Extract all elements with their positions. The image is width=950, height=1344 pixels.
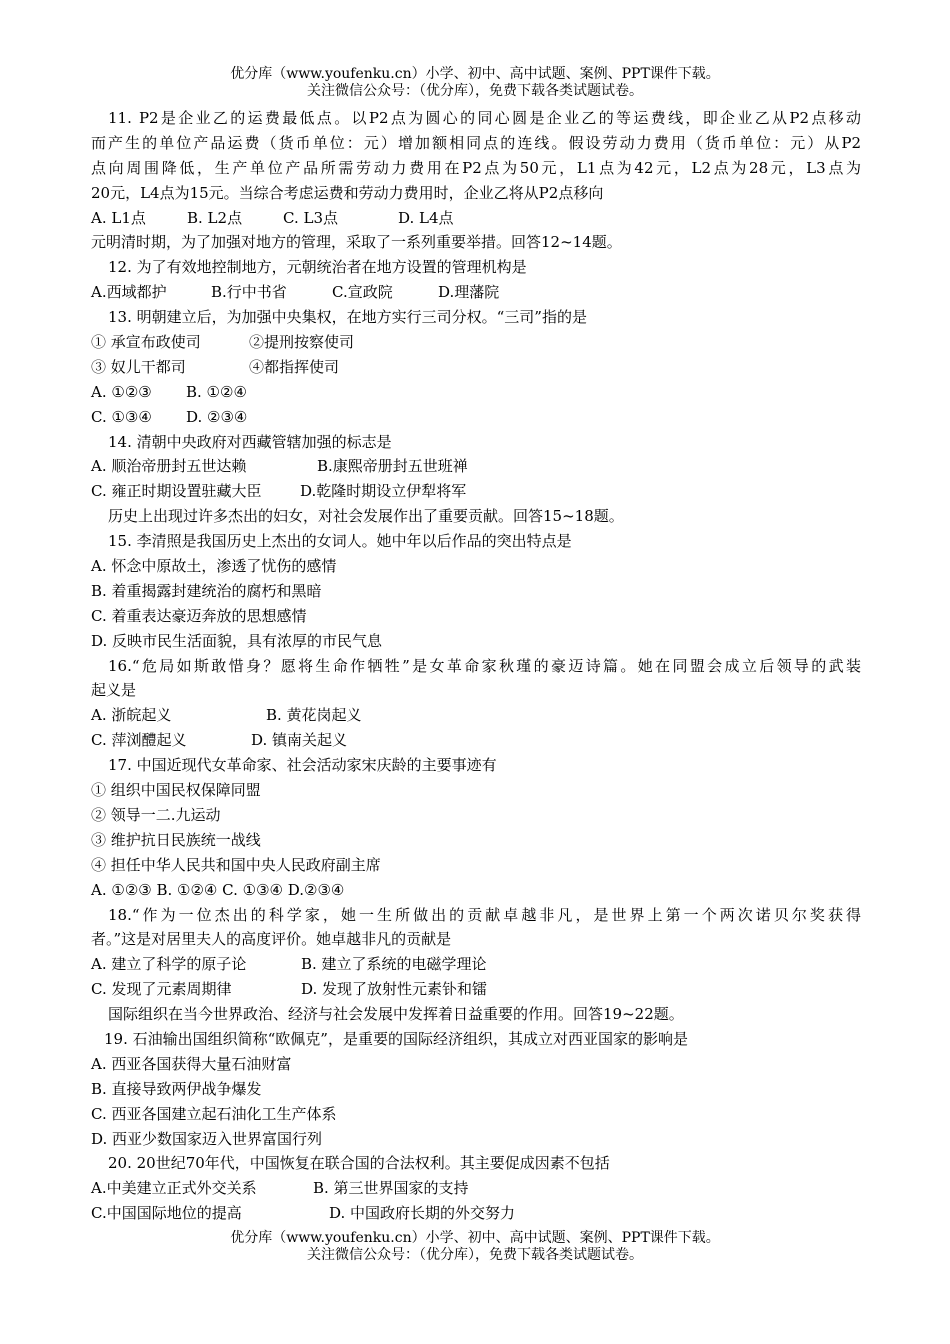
- q16-option-a: A. 浙皖起义: [91, 706, 172, 725]
- q18-line-1: 18.“作为一位杰出的科学家，她一生所做出的贡献卓越非凡，是世界上第一个两次诺贝尔奖获得: [108, 905, 861, 924]
- q13-stem: 13. 明朝建立后，为加强中央集权，在地方实行三司分权。“三司”指的是: [108, 308, 587, 327]
- intro-12-14: 元明清时期，为了加强对地方的管理，采取了一系列重要举措。回答12~14题。: [91, 233, 622, 252]
- q13-item-1: ① 承宣布政使司: [91, 333, 201, 352]
- q14-option-c: C. 雍正时期设置驻藏大臣: [91, 482, 262, 501]
- q12-options: [91, 280, 861, 305]
- q11-option-c: C. L3点: [283, 208, 338, 227]
- q11-option-a: A. L1点: [91, 208, 146, 227]
- q17-item-1: ① 组织中国民权保障同盟: [91, 781, 261, 800]
- q18-options-row-1: [91, 952, 861, 977]
- q13-items-row-2: [91, 355, 861, 380]
- q16-options-row-1: [91, 703, 861, 728]
- q20-stem: 20. 20世纪70年代，中国恢复在联合国的合法权利。其主要促成因素不包括: [108, 1154, 610, 1173]
- intro-19-22: 国际组织在当今世界政治、经济与社会发展中发挥着日益重要的作用。回答19~22题。: [108, 1005, 684, 1024]
- q15-stem: 15. 李清照是我国历史上杰出的女词人。她中年以后作品的突出特点是: [108, 532, 572, 551]
- q12-option-d: D.理藩院: [438, 283, 500, 302]
- q18-line-2: 者。”这是对居里夫人的高度评价。她卓越非凡的贡献是: [91, 930, 452, 949]
- q13-options-row-1: [91, 380, 861, 405]
- q13-options-row-2: [91, 405, 861, 430]
- q19-option-d: D. 西亚少数国家迈入世界富国行列: [91, 1129, 323, 1148]
- q12-option-a: A.西域都护: [91, 283, 167, 302]
- q16-line-1: 16.“危局如斯敢惜身？愿将生命作牺牲”是女革命家秋瑾的豪迈诗篇。她在同盟会成立后领导的武装: [108, 656, 861, 675]
- q14-option-b: B.康熙帝册封五世班禅: [317, 457, 468, 476]
- q11-options: [91, 206, 861, 231]
- q13-option-b: B. ①②④: [186, 382, 247, 401]
- q14-options-row-1: [91, 454, 861, 479]
- q19-stem: 19. 石油输出国组织简称“欧佩克”，是重要的国际经济组织，其成立对西亚国家的影响是: [104, 1029, 688, 1048]
- q13-item-4: ④都指挥使司: [249, 357, 340, 376]
- q18-options-row-2: [91, 977, 861, 1002]
- q18-option-b: B. 建立了系统的电磁学理论: [301, 955, 487, 974]
- q20-options-row-2: [91, 1201, 861, 1226]
- q11-line-2: 而产生的单位产品运费（货币单位：元）增加额相同点的连线。假设劳动力费用（货币单位：元）从P2: [91, 133, 861, 152]
- q15-option-a: A. 怀念中原故土，渗透了忧伤的感情: [91, 557, 337, 576]
- q17-item-4: ④ 担任中华人民共和国中央人民政府副主席: [91, 855, 381, 874]
- q13-option-d: D. ②③④: [186, 407, 248, 426]
- header-line-1: 优分库（www.youfenku.cn）小学、初中、高中试题、案例、PPT课件下载。: [230, 66, 720, 82]
- q20-option-a: A.中美建立正式外交关系: [91, 1179, 257, 1198]
- q20-option-d: D. 中国政府长期的外交努力: [329, 1204, 516, 1223]
- q19-option-a: A. 西亚各国获得大量石油财富: [91, 1054, 292, 1073]
- q17-stem: 17. 中国近现代女革命家、社会活动家宋庆龄的主要事迹有: [108, 756, 497, 775]
- q15-option-d: D. 反映市民生活面貌，具有浓厚的市民气息: [91, 631, 383, 650]
- q17-item-3: ③ 维护抗日民族统一战线: [91, 830, 261, 849]
- q16-option-b: B. 黄花岗起义: [266, 706, 362, 725]
- q11-line-1: 11. P2是企业乙的运费最低点。以P2点为圆心的同心圆是企业乙的等运费线，即企业乙从P2点移动: [108, 109, 861, 127]
- q14-stem: 14. 清朝中央政府对西藏管辖加强的标志是: [108, 432, 392, 451]
- q14-option-a: A. 顺治帝册封五世达赖: [91, 457, 247, 476]
- q15-option-c: C. 着重表达豪迈奔放的思想感情: [91, 606, 307, 625]
- q17-item-2: ② 领导一二.九运动: [91, 805, 221, 824]
- q16-option-c: C. 萍浏醴起义: [91, 731, 187, 750]
- q16-options-row-2: [91, 728, 861, 753]
- q16-option-d: D. 镇南关起义: [251, 731, 348, 750]
- q20-options-row-1: [91, 1176, 861, 1201]
- q12-option-b: B.行中书省: [211, 283, 287, 302]
- q12-option-c: C.宣政院: [332, 283, 393, 302]
- header-line-2: 关注微信公众号：（优分库），免费下载各类试题试卷。: [307, 83, 643, 99]
- page-footer: [0, 1230, 950, 1264]
- footer-line-1: 优分库（www.youfenku.cn）小学、初中、高中试题、案例、PPT课件下载。: [230, 1230, 720, 1246]
- footer-line-2: 关注微信公众号：（优分库），免费下载各类试题试卷。: [307, 1247, 643, 1263]
- q11-option-d: D. L4点: [398, 208, 454, 227]
- q14-options-row-2: [91, 479, 861, 504]
- q11-line-3: 点向周围降低，生产单位产品所需劳动力费用在P2点为50元，L1点为42元，L2点为28元，L3点为: [91, 158, 861, 177]
- q11-line-4: 20元，L4点为15元。当综合考虑运费和劳动力费用时，企业乙将从P2点移向: [91, 183, 604, 202]
- q20-option-b: B. 第三世界国家的支持: [313, 1179, 469, 1198]
- q14-option-d: D.乾隆时期设立伊犁将军: [300, 482, 467, 501]
- q13-items-row-1: [91, 330, 861, 355]
- q13-item-3: ③ 奴儿干都司: [91, 357, 186, 376]
- q17-options: A. ①②③ B. ①②④ C. ①③④ D.②③④: [91, 880, 345, 899]
- q15-option-b: B. 着重揭露封建统治的腐朽和黑暗: [91, 581, 322, 600]
- question-content: [91, 106, 861, 1226]
- q18-option-c: C. 发现了元素周期律: [91, 980, 232, 999]
- q13-option-a: A. ①②③: [91, 382, 152, 401]
- q18-option-d: D. 发现了放射性元素钋和镭: [301, 980, 488, 999]
- q13-item-2: ②提刑按察使司: [249, 333, 355, 352]
- q16-line-2: 起义是: [91, 681, 137, 700]
- q12-stem: 12. 为了有效地控制地方，元朝统治者在地方设置的管理机构是: [108, 258, 527, 277]
- intro-15-18: 历史上出现过许多杰出的妇女，对社会发展作出了重要贡献。回答15~18题。: [108, 507, 624, 526]
- q19-option-b: B. 直接导致两伊战争爆发: [91, 1079, 262, 1098]
- page-header: [0, 66, 950, 100]
- q20-option-c: C.中国国际地位的提高: [91, 1204, 242, 1223]
- q19-option-c: C. 西亚各国建立起石油化工生产体系: [91, 1104, 337, 1123]
- q11-option-b: B. L2点: [187, 208, 243, 227]
- q18-option-a: A. 建立了科学的原子论: [91, 955, 247, 974]
- q13-option-c: C. ①③④: [91, 407, 152, 426]
